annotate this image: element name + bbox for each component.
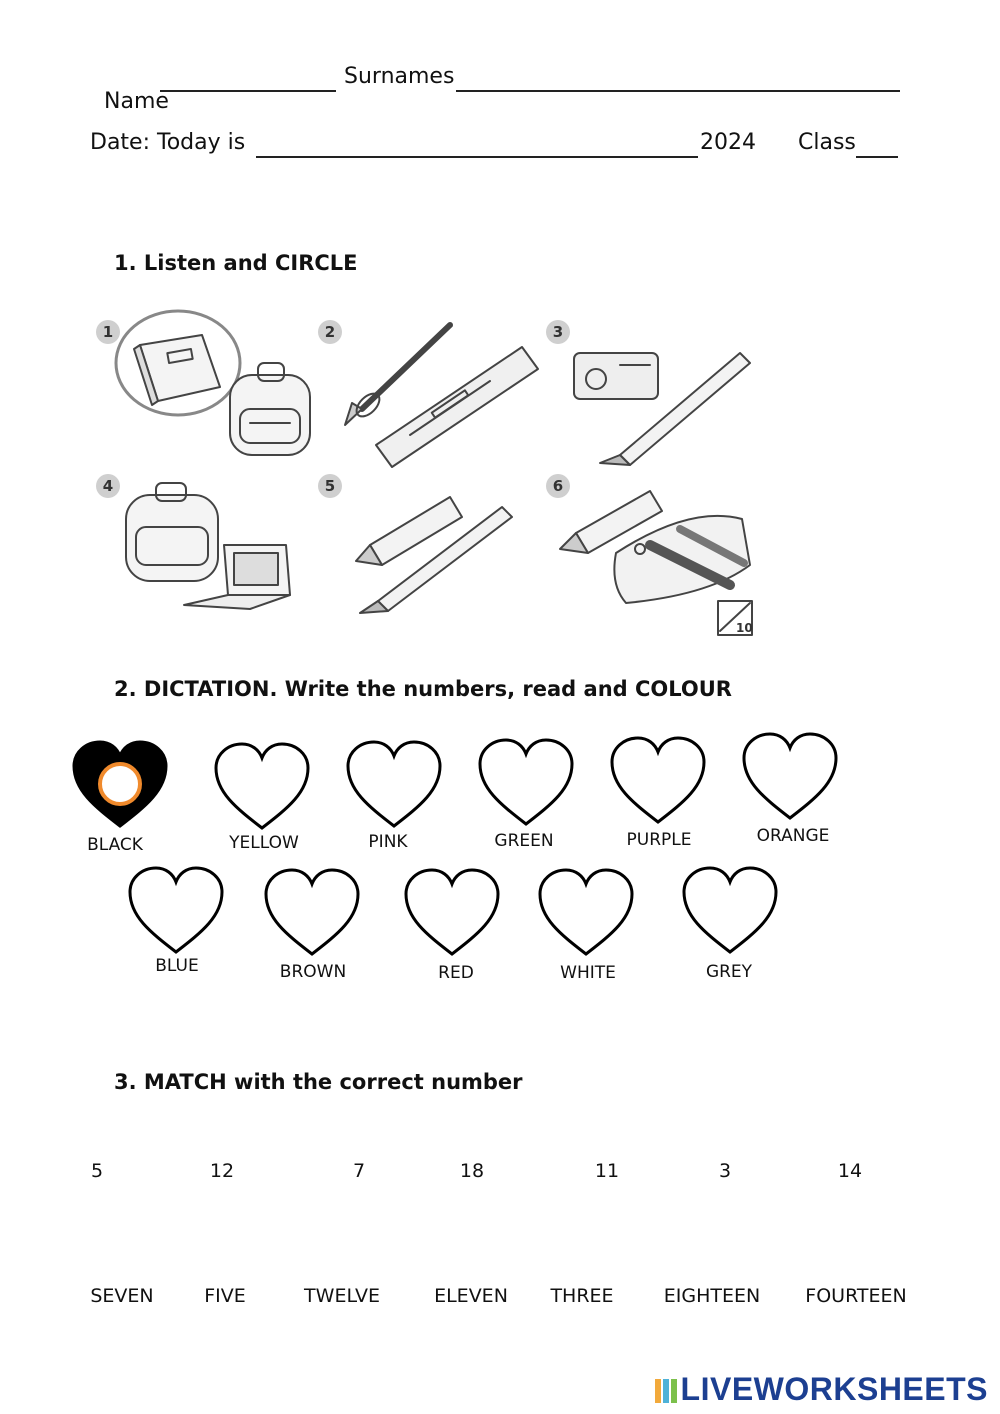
match-number[interactable]: 11 (594, 1160, 620, 1182)
heart-label: GREEN (494, 831, 554, 851)
heart-green[interactable] (478, 738, 576, 828)
item-number-badge: 4 (96, 474, 120, 498)
heart-white[interactable] (538, 868, 636, 958)
match-number[interactable]: 3 (718, 1160, 732, 1182)
match-number[interactable]: 12 (209, 1160, 235, 1182)
year-text: 2024 (700, 130, 756, 155)
match-number[interactable]: 18 (459, 1160, 485, 1182)
heart-label: BLUE (155, 956, 199, 976)
heart-label: WHITE (560, 963, 616, 983)
match-word[interactable]: THREE (550, 1285, 614, 1307)
section2-title: 2. DICTATION. Write the numbers, read and COLOUR (114, 677, 732, 701)
match-word[interactable]: EIGHTEEN (663, 1285, 761, 1307)
name-label: Name (104, 89, 169, 114)
match-word[interactable]: FIVE (204, 1285, 246, 1307)
heart-label: BROWN (279, 962, 347, 982)
match-word[interactable]: SEVEN (90, 1285, 154, 1307)
name-row (90, 64, 169, 114)
name-field[interactable] (160, 90, 336, 92)
item-number-badge: 3 (546, 320, 570, 344)
backpack-icon (230, 363, 310, 455)
match-word[interactable]: ELEVEN (434, 1285, 508, 1307)
heart-red[interactable] (404, 868, 502, 958)
item-number-badge: 5 (318, 474, 342, 498)
heart-blue[interactable] (128, 866, 226, 956)
sharpener-icon (574, 353, 658, 399)
heart-label: PURPLE (626, 830, 692, 850)
date-label: Date: Today is (90, 130, 246, 155)
heart-orange[interactable] (742, 732, 840, 822)
item-number-badge: 2 (318, 320, 342, 344)
notebook-icon (134, 335, 220, 405)
heart-yellow[interactable] (214, 742, 312, 832)
heart-label: YELLOW (229, 833, 299, 853)
match-number[interactable]: 5 (90, 1160, 104, 1182)
pencil-case-icon (614, 516, 750, 603)
match-number[interactable]: 7 (352, 1160, 366, 1182)
surnames-label: Surnames (344, 64, 455, 89)
heart-label: RED (438, 963, 474, 983)
heart-pink[interactable] (346, 740, 444, 830)
section1-title: 1. Listen and CIRCLE (114, 251, 358, 275)
section3-title: 3. MATCH with the correct number (114, 1070, 523, 1094)
ruler-icon (376, 347, 538, 467)
heart-brown[interactable] (264, 868, 362, 958)
date-field[interactable] (256, 156, 698, 158)
heart-label: PINK (368, 832, 408, 852)
class-field[interactable] (856, 156, 898, 158)
heart-label: BLACK (87, 835, 143, 855)
logo-text: LIVEWORKSHEETS (680, 1371, 988, 1407)
heart-purple[interactable] (610, 736, 708, 826)
heart-grey[interactable] (682, 866, 780, 956)
heart-label: GREY (705, 962, 753, 982)
page-marker: 10 (736, 621, 753, 635)
heart-black[interactable] (72, 740, 170, 830)
item-number-badge: 6 (546, 474, 570, 498)
match-word[interactable]: FOURTEEN (805, 1285, 907, 1307)
backpack-icon (126, 483, 218, 581)
listen-circle-illustrations (90, 305, 770, 645)
match-number[interactable]: 14 (837, 1160, 863, 1182)
match-word[interactable]: TWELVE (304, 1285, 380, 1307)
item-number-badge: 1 (96, 320, 120, 344)
surnames-field[interactable] (456, 90, 900, 92)
class-label: Class (798, 130, 856, 155)
liveworksheets-logo (655, 1371, 988, 1408)
liveworksheets-logo-icon (655, 1379, 677, 1403)
heart-label: ORANGE (756, 826, 830, 846)
